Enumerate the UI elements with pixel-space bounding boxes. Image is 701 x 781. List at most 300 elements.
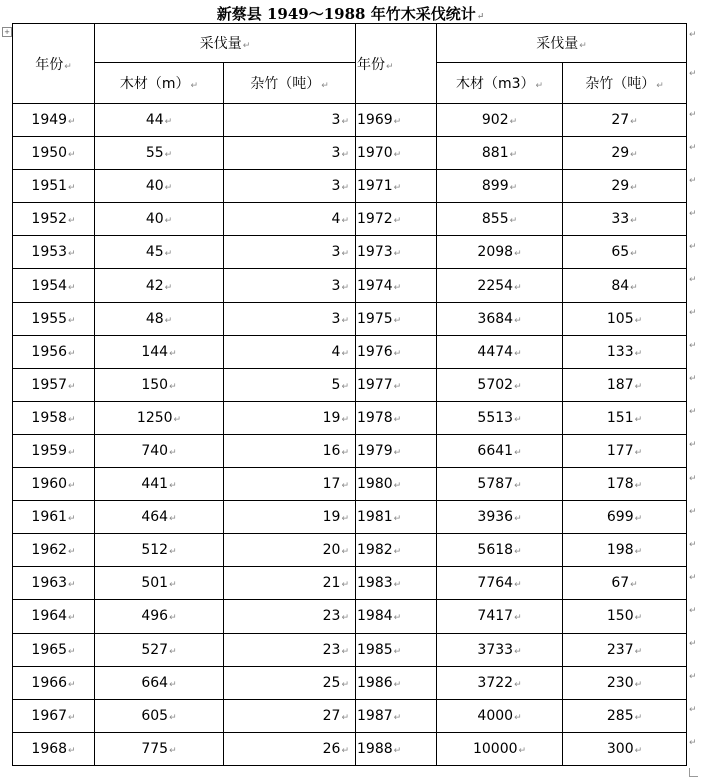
- bamboo-cell: [224, 699, 356, 732]
- timber-cell-value: 6641: [477, 442, 514, 459]
- timber-cell: [437, 567, 563, 600]
- year-cell: [13, 269, 95, 302]
- paragraph-mark: ↵: [514, 547, 522, 558]
- year-cell-value: 1973: [357, 244, 393, 261]
- bamboo-cell: [563, 732, 687, 765]
- timber-cell: [95, 302, 224, 335]
- year-cell-value: 1959: [31, 442, 68, 459]
- year-cell-value: 1962: [31, 542, 68, 559]
- bamboo-cell: [224, 534, 356, 567]
- timber-cell-value: 855: [481, 211, 509, 228]
- bamboo-cell: [224, 600, 356, 633]
- paragraph-mark: ↵: [514, 249, 522, 260]
- bamboo-cell: [563, 501, 687, 534]
- timber-cell: [95, 104, 224, 137]
- paragraph-mark: ↵: [393, 447, 402, 458]
- year-cell-value: 1975: [357, 310, 393, 327]
- paragraph-mark: ↵: [68, 348, 76, 359]
- timber-cell: [95, 600, 224, 633]
- timber-cell: [95, 534, 224, 567]
- timber-cell-value: 2254: [477, 277, 514, 294]
- bamboo-cell-value: 230: [606, 674, 634, 691]
- timber-cell: [95, 203, 224, 236]
- year-cell: [356, 170, 437, 203]
- table-row: [13, 534, 687, 567]
- table-row: [13, 302, 687, 335]
- bamboo-cell: [224, 666, 356, 699]
- timber-cell-value: 3936: [477, 509, 514, 526]
- paragraph-mark: ↵: [509, 150, 518, 161]
- paragraph-mark: ↵: [190, 81, 199, 91]
- timber-cell-value: 501: [141, 575, 169, 592]
- bamboo-cell: [224, 170, 356, 203]
- year-cell: [13, 434, 95, 467]
- paragraph-mark: ↵: [68, 315, 76, 326]
- paragraph-mark: ↵: [169, 481, 177, 492]
- year-cell-value: 1979: [357, 442, 393, 459]
- timber-cell-value: 899: [481, 178, 509, 195]
- paragraph-mark: ↵: [68, 481, 76, 492]
- row-end-mark: ↵: [689, 341, 697, 352]
- table-row: [13, 434, 687, 467]
- row-end-mark: ↵: [689, 274, 697, 285]
- paragraph-mark: ↵: [68, 381, 76, 392]
- table-row: [13, 501, 687, 534]
- bamboo-cell: [224, 137, 356, 170]
- paragraph-mark: ↵: [169, 580, 177, 591]
- paragraph-mark: ↵: [630, 216, 638, 227]
- paragraph-mark: ↵: [656, 81, 664, 91]
- bamboo-cell-value: 26: [322, 740, 341, 757]
- year-cell: [13, 302, 95, 335]
- paragraph-mark: ↵: [393, 580, 402, 591]
- year-cell: [356, 699, 437, 732]
- table-row: [13, 699, 687, 732]
- year-cell: [13, 534, 95, 567]
- timber-cell-value: 4000: [477, 707, 514, 724]
- paragraph-mark: ↵: [514, 348, 522, 359]
- timber-cell-value: 881: [481, 145, 509, 162]
- paragraph-mark: ↵: [321, 81, 329, 91]
- harvest-header-left: [95, 24, 356, 63]
- bamboo-header-left: [224, 63, 356, 104]
- row-end-mark: ↵: [689, 308, 697, 319]
- paragraph-mark: ↵: [630, 282, 638, 293]
- year-header-right-label: 年份: [357, 56, 386, 73]
- bamboo-cell: [563, 137, 687, 170]
- table-row: [13, 666, 687, 699]
- bamboo-cell: [224, 401, 356, 434]
- year-cell-value: 1984: [357, 608, 393, 625]
- paragraph-mark: ↵: [68, 547, 76, 558]
- paragraph-mark: ↵: [341, 216, 350, 227]
- timber-cell-value: 4474: [477, 343, 514, 360]
- paragraph-mark: ↵: [68, 712, 76, 723]
- year-cell: [13, 368, 95, 401]
- year-cell-value: 1972: [357, 211, 393, 228]
- year-cell-value: 1986: [357, 674, 393, 691]
- timber-cell: [95, 567, 224, 600]
- timber-cell-value: 7764: [477, 575, 514, 592]
- timber-cell-value: 150: [141, 376, 169, 393]
- year-cell-value: 1985: [357, 641, 393, 658]
- row-end-mark: ↵: [689, 29, 697, 40]
- paragraph-mark: ↵: [169, 646, 177, 657]
- paragraph-mark: ↵: [514, 613, 522, 624]
- year-cell: [13, 401, 95, 434]
- timber-cell-value: 740: [141, 442, 169, 459]
- year-cell: [13, 567, 95, 600]
- paragraph-mark: ↵: [509, 216, 518, 227]
- paragraph-mark: ↵: [164, 216, 173, 227]
- timber-cell-value: 496: [141, 608, 169, 625]
- paragraph-mark: ↵: [68, 447, 76, 458]
- timber-cell-value: 605: [141, 707, 169, 724]
- timber-cell-value: 144: [141, 343, 169, 360]
- year-cell: [356, 236, 437, 269]
- table-resize-handle-icon[interactable]: [689, 768, 698, 777]
- timber-cell-value: 42: [145, 277, 164, 294]
- year-cell: [13, 600, 95, 633]
- table-row: [13, 633, 687, 666]
- timber-cell: [95, 501, 224, 534]
- paragraph-mark: ↵: [634, 481, 643, 492]
- paragraph-mark: ↵: [630, 183, 638, 194]
- bamboo-cell: [224, 501, 356, 534]
- table-body: [13, 104, 687, 766]
- bamboo-cell-value: 17: [322, 476, 341, 493]
- bamboo-cell-value: 3: [331, 112, 341, 129]
- bamboo-cell: [224, 269, 356, 302]
- year-cell-value: 1963: [31, 575, 68, 592]
- year-cell-value: 1961: [31, 509, 68, 526]
- paragraph-mark: ↵: [393, 150, 402, 161]
- timber-cell: [437, 600, 563, 633]
- paragraph-mark: ↵: [634, 745, 643, 756]
- timber-cell: [95, 368, 224, 401]
- timber-cell-value: 775: [141, 740, 169, 757]
- year-cell-value: 1953: [31, 244, 68, 261]
- timber-cell: [95, 170, 224, 203]
- year-cell: [356, 633, 437, 666]
- year-cell-value: 1964: [31, 608, 68, 625]
- bamboo-cell: [224, 368, 356, 401]
- year-cell-value: 1982: [357, 542, 393, 559]
- year-cell: [356, 302, 437, 335]
- bamboo-header-right: [563, 63, 687, 104]
- timber-cell-value: 3733: [477, 641, 514, 658]
- paragraph-mark: ↵: [393, 381, 402, 392]
- year-cell-value: 1981: [357, 509, 393, 526]
- paragraph-mark: ↵: [514, 580, 522, 591]
- timber-cell: [437, 534, 563, 567]
- paragraph-mark: ↵: [514, 514, 522, 525]
- paragraph-mark: ↵: [386, 61, 394, 72]
- bamboo-cell: [563, 434, 687, 467]
- year-cell: [356, 401, 437, 434]
- bamboo-cell-value: 19: [322, 509, 341, 526]
- paragraph-mark: ↵: [68, 216, 76, 227]
- paragraph-mark: ↵: [169, 679, 177, 690]
- year-cell: [356, 368, 437, 401]
- year-cell: [356, 269, 437, 302]
- timber-cell: [95, 269, 224, 302]
- timber-cell: [437, 434, 563, 467]
- year-cell-value: 1988: [357, 740, 393, 757]
- row-end-mark: ↵: [689, 241, 697, 252]
- paragraph-mark: ↵: [393, 315, 402, 326]
- paragraph-mark: ↵: [164, 315, 173, 326]
- paragraph-mark: ↵: [630, 150, 638, 161]
- timber-cell-value: 5513: [477, 409, 514, 426]
- paragraph-mark: ↵: [341, 249, 350, 260]
- year-cell: [13, 633, 95, 666]
- bamboo-header-right-label: 杂竹（吨）: [585, 76, 656, 92]
- year-cell-value: 1954: [31, 277, 68, 294]
- paragraph-mark: ↵: [509, 117, 518, 128]
- timber-cell: [95, 666, 224, 699]
- paragraph-mark: ↵: [514, 679, 522, 690]
- timber-cell: [437, 699, 563, 732]
- paragraph-mark: ↵: [634, 514, 643, 525]
- bamboo-cell: [563, 269, 687, 302]
- paragraph-mark: ↵: [341, 381, 350, 392]
- year-cell: [13, 501, 95, 534]
- year-cell-value: 1958: [31, 409, 68, 426]
- paragraph-mark: ↵: [341, 117, 350, 128]
- timber-cell-value: 45: [145, 244, 164, 261]
- bamboo-cell-value: 699: [606, 509, 634, 526]
- year-cell-value: 1983: [357, 575, 393, 592]
- bamboo-cell: [563, 666, 687, 699]
- year-cell-value: 1952: [31, 211, 68, 228]
- timber-cell: [95, 633, 224, 666]
- timber-cell: [437, 732, 563, 765]
- timber-header-right: [437, 63, 563, 104]
- year-cell: [356, 468, 437, 501]
- bamboo-cell-value: 20: [322, 542, 341, 559]
- year-cell: [356, 600, 437, 633]
- year-cell-value: 1969: [357, 112, 393, 129]
- year-cell: [356, 567, 437, 600]
- timber-cell: [437, 401, 563, 434]
- bamboo-cell: [563, 534, 687, 567]
- bamboo-cell: [224, 633, 356, 666]
- paragraph-mark: ↵: [68, 249, 76, 260]
- timber-cell: [437, 269, 563, 302]
- timber-cell: [437, 203, 563, 236]
- paragraph-mark: ↵: [579, 41, 587, 51]
- paragraph-mark: ↵: [634, 712, 643, 723]
- paragraph-mark: ↵: [164, 183, 173, 194]
- table-row: [13, 401, 687, 434]
- paragraph-mark: ↵: [341, 547, 350, 558]
- bamboo-cell: [563, 236, 687, 269]
- year-cell: [356, 104, 437, 137]
- timber-cell: [95, 335, 224, 368]
- table-row: [13, 335, 687, 368]
- paragraph-mark: ↵: [68, 580, 76, 591]
- paragraph-mark: ↵: [634, 414, 643, 425]
- bamboo-cell-value: 300: [606, 740, 634, 757]
- row-end-mark: ↵: [689, 407, 697, 418]
- paragraph-mark: ↵: [514, 712, 522, 723]
- year-header-left-label: 年份: [35, 56, 64, 73]
- paragraph-mark: ↵: [341, 514, 350, 525]
- bamboo-cell: [563, 401, 687, 434]
- paragraph-mark: ↵: [341, 712, 350, 723]
- timber-cell: [437, 501, 563, 534]
- year-cell-value: 1974: [357, 277, 393, 294]
- paragraph-mark: ↵: [169, 745, 177, 756]
- bamboo-cell-value: 285: [606, 707, 634, 724]
- table-row: [13, 236, 687, 269]
- bamboo-cell-value: 3: [331, 277, 341, 294]
- bamboo-cell-value: 84: [611, 277, 630, 294]
- year-header-left: [13, 24, 95, 104]
- bamboo-cell: [224, 104, 356, 137]
- bamboo-cell: [563, 699, 687, 732]
- bamboo-cell-value: 29: [611, 145, 630, 162]
- paragraph-mark: ↵: [393, 547, 402, 558]
- table-row: [13, 203, 687, 236]
- timber-cell-value: 40: [145, 178, 164, 195]
- year-cell: [356, 501, 437, 534]
- timber-cell: [437, 368, 563, 401]
- paragraph-mark: ↵: [341, 282, 350, 293]
- timber-cell: [437, 335, 563, 368]
- year-cell: [13, 468, 95, 501]
- paragraph-mark: ↵: [169, 381, 177, 392]
- bamboo-cell: [224, 236, 356, 269]
- year-cell-value: 1950: [31, 145, 68, 162]
- paragraph-mark: ↵: [169, 514, 177, 525]
- harvest-header-right: [437, 24, 687, 63]
- paragraph-mark: ↵: [393, 216, 402, 227]
- bamboo-cell: [224, 567, 356, 600]
- paragraph-mark: ↵: [169, 447, 177, 458]
- timber-header-left: [95, 63, 224, 104]
- timber-cell: [95, 401, 224, 434]
- paragraph-mark: ↵: [64, 61, 72, 72]
- year-cell-value: 1980: [357, 476, 393, 493]
- paragraph-mark: ↵: [68, 282, 76, 293]
- bamboo-cell-value: 178: [606, 476, 634, 493]
- paragraph-mark: ↵: [514, 414, 522, 425]
- bamboo-cell-value: 133: [606, 343, 634, 360]
- year-cell: [13, 104, 95, 137]
- year-cell-value: 1968: [31, 740, 68, 757]
- bamboo-cell-value: 23: [322, 641, 341, 658]
- paragraph-mark: ↵: [242, 41, 251, 51]
- paragraph-mark: ↵: [169, 712, 177, 723]
- year-cell-value: 1987: [357, 707, 393, 724]
- paragraph-mark: ↵: [169, 547, 177, 558]
- bamboo-cell: [224, 335, 356, 368]
- paragraph-mark: ↵: [476, 12, 485, 22]
- paragraph-mark: ↵: [341, 580, 350, 591]
- year-cell: [356, 335, 437, 368]
- timber-cell-value: 55: [145, 145, 164, 162]
- timber-cell: [95, 468, 224, 501]
- year-cell: [356, 666, 437, 699]
- timber-cell: [437, 633, 563, 666]
- table-row: [13, 600, 687, 633]
- year-cell: [13, 236, 95, 269]
- table-move-handle-icon[interactable]: +: [2, 27, 12, 37]
- bamboo-cell-value: 27: [611, 112, 630, 129]
- bamboo-cell: [224, 732, 356, 765]
- year-cell: [13, 666, 95, 699]
- paragraph-mark: ↵: [630, 580, 638, 591]
- year-cell: [13, 137, 95, 170]
- paragraph-mark: ↵: [341, 315, 350, 326]
- paragraph-mark: ↵: [341, 646, 350, 657]
- timber-cell: [95, 699, 224, 732]
- paragraph-mark: ↵: [393, 249, 402, 260]
- bamboo-cell: [224, 302, 356, 335]
- bamboo-cell: [563, 335, 687, 368]
- bamboo-cell-value: 19: [322, 409, 341, 426]
- paragraph-mark: ↵: [68, 183, 76, 194]
- timber-cell: [437, 468, 563, 501]
- timber-cell-value: 40: [145, 211, 164, 228]
- year-cell-value: 1967: [31, 707, 68, 724]
- timber-cell-value: 664: [141, 674, 169, 691]
- timber-cell-value: 2098: [477, 244, 514, 261]
- timber-cell-value: 527: [141, 641, 169, 658]
- row-end-mark: ↵: [689, 175, 697, 186]
- bamboo-cell-value: 177: [606, 442, 634, 459]
- bamboo-cell-value: 65: [611, 244, 630, 261]
- year-cell: [356, 137, 437, 170]
- row-end-mark: ↵: [689, 672, 697, 683]
- bamboo-cell-value: 187: [606, 376, 634, 393]
- paragraph-mark: ↵: [169, 348, 177, 359]
- paragraph-mark: ↵: [514, 481, 522, 492]
- paragraph-mark: ↵: [634, 646, 643, 657]
- row-end-mark: ↵: [689, 109, 697, 120]
- bamboo-cell-value: 150: [606, 608, 634, 625]
- row-end-mark: ↵: [689, 705, 697, 716]
- bamboo-header-left-label: 杂竹（吨）: [250, 76, 321, 92]
- timber-cell-value: 441: [141, 476, 169, 493]
- paragraph-mark: ↵: [393, 613, 402, 624]
- paragraph-mark: ↵: [173, 414, 182, 425]
- paragraph-mark: ↵: [393, 183, 402, 194]
- bamboo-cell: [563, 302, 687, 335]
- harvest-header-left-label: 采伐量: [199, 36, 242, 52]
- year-cell-value: 1949: [31, 112, 68, 129]
- year-cell-value: 1955: [31, 310, 68, 327]
- paragraph-mark: ↵: [341, 745, 350, 756]
- year-cell-value: 1960: [31, 476, 68, 493]
- table-row: [13, 732, 687, 765]
- paragraph-mark: ↵: [341, 348, 350, 359]
- bamboo-cell: [563, 104, 687, 137]
- paragraph-mark: ↵: [164, 117, 173, 128]
- paragraph-mark: ↵: [634, 348, 643, 359]
- timber-header-right-label: 木材（m3）: [455, 76, 535, 92]
- timber-cell-value: 902: [481, 112, 509, 129]
- bamboo-cell: [563, 203, 687, 236]
- timber-cell-value: 3722: [477, 674, 514, 691]
- paragraph-mark: ↵: [535, 81, 544, 91]
- row-end-mark: ↵: [689, 68, 697, 79]
- year-cell-value: 1977: [357, 376, 393, 393]
- table-row: [13, 137, 687, 170]
- year-cell: [13, 335, 95, 368]
